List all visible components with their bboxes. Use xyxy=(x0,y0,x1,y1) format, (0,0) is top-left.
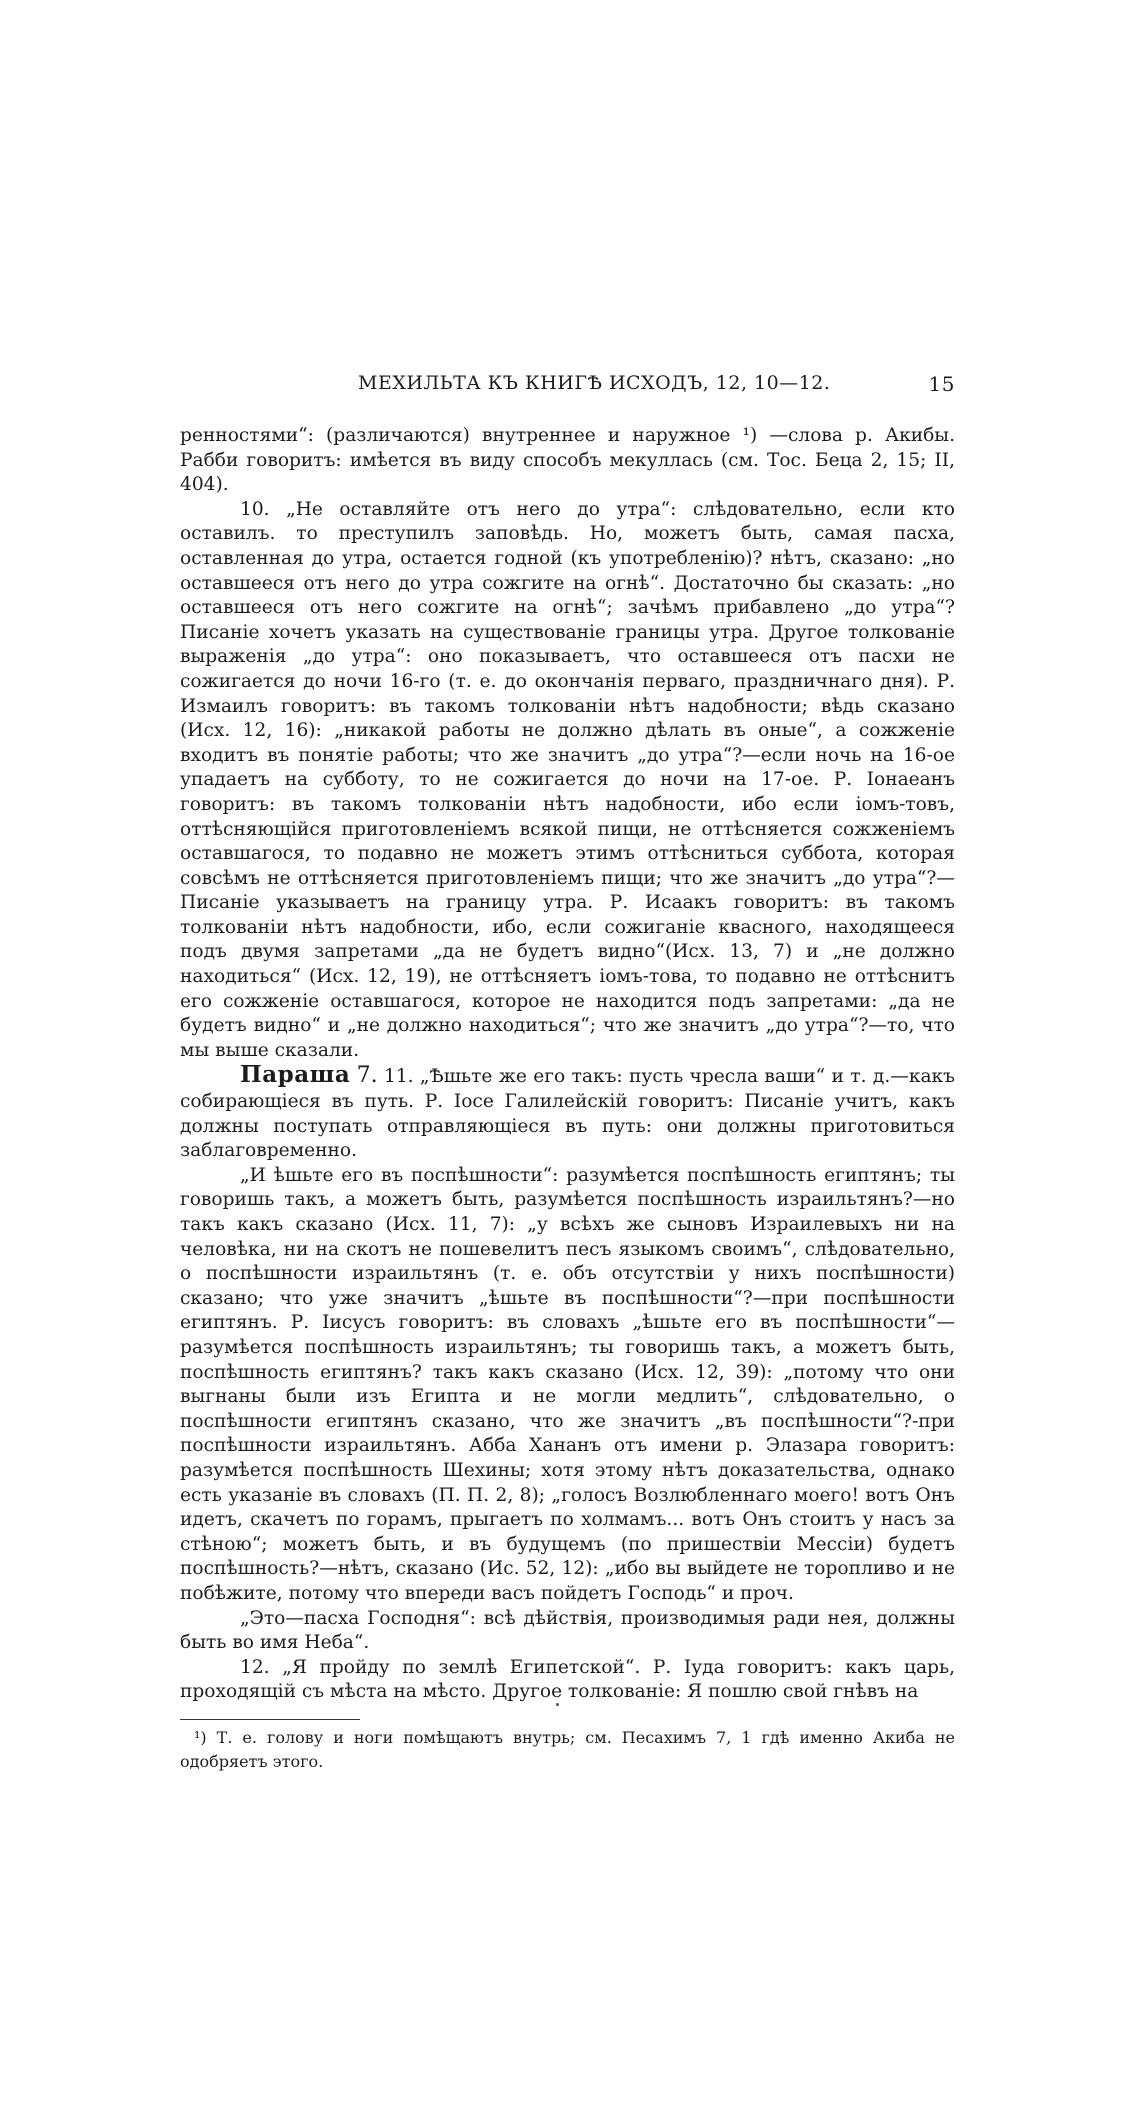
paragraph: „Это—пасха Господня“: всѣ дѣйствія, производимыя ради нея, должны быть во имя Неба“. xyxy=(180,1607,955,1654)
parasha-title: Параша xyxy=(240,1061,351,1089)
paragraph: „И ѣшьте его въ поспѣшности“: разумѣется поспѣшность египтянъ; ты говоришь такъ, а можетъ быть, разумѣется поспѣшность израильтянъ?—но такъ какъ сказано (Исх. 11, 7): „у всѣхъ же сыновъ Израилевыхъ ни на человѣка, ни на скотъ не пошевелитъ песъ языкомъ своимъ“, слѣдовательно, о поспѣшности израильтянъ (т. е. объ отсутствіи у нихъ поспѣшности) сказано; что уже значитъ „ѣшьте въ поспѣшности“?—при поспѣшности египтянъ. Р. Іисусъ говоритъ: въ словахъ „ѣшьте его въ поспѣшности“—разумѣется поспѣшность израильтянъ; ты говоришь такъ, а можетъ быть, поспѣшность египтянъ? такъ какъ сказано (Исх. 12, 39): „потому что они выгнаны были изъ Египта и не могли медлить“, слѣдовательно, о поспѣшности египтянъ сказано, что же значитъ „въ поспѣшности“?-при поспѣшности израильтянъ. Абба Хананъ отъ имени р. Элазара говоритъ: разумѣется поспѣшность Шехины; хотя этому нѣтъ доказательства, однако есть указаніе въ словахъ (П. П. 2, 8); „голосъ Возлюбленнаго моего! вотъ Онъ идетъ, скачетъ по горамъ, прыгаетъ по холмамъ... вотъ Онъ стоитъ у насъ за стѣною“; можетъ быть, и въ будущемъ (по пришествіи Мессіи) будетъ поспѣшность?—нѣтъ, сказано (Ис. 52, 12): „ибо вы выйдете не торопливо и не побѣжите, потому что впереди васъ пойдетъ Господь“ и проч. xyxy=(180,1164,955,1604)
paragraph: 12. „Я пройду по землѣ Египетской“. Р. Іуда говоритъ: какъ царь, проходящій съ мѣста на мѣсто. Другое толкованіе: Я пошлю свой гнѣвъ на xyxy=(180,1656,955,1703)
page xyxy=(180,372,955,1774)
footnote: ¹) Т. е. голову и ноги помѣщаютъ внутрь; см. Песахимъ 7, 1 гдѣ именно Акиба не одобряетъ этого. xyxy=(180,1727,955,1771)
paragraph: ренностями“: (различаются) внутреннее и наружное ¹) —слова р. Акибы. Рабби говоритъ: имѣется въ виду способъ мекуллась (см. Тос. Беца 2, 15; II, 404). xyxy=(180,425,955,496)
page-header xyxy=(180,372,955,402)
parasha-number: 7. xyxy=(356,1063,378,1089)
page-number: 15 xyxy=(928,372,955,396)
main-text xyxy=(180,424,955,1705)
footnote-divider xyxy=(180,1719,360,1720)
running-title: МЕХИЛЬТА КЪ КНИГѢ ИСХОДЪ, 12, 10—12. xyxy=(358,372,831,394)
paragraph: 10. „Не оставляйте отъ него до утра“: слѣдовательно, если кто оставилъ. то преступилъ заповѣдь. Но, можетъ быть, самая пасха, оставленная до утра, остается годной (къ употребленію)? нѣтъ, сказано: „но оставшееся отъ него до утра сожгите на огнѣ“. Достаточно бы сказать: „но оставшееся отъ него сожгите на огнѣ“; зачѣмъ прибавлено „до утра“? Писаніе хочетъ указать на существованіе границы утра. Другое толкованіе выраженія „до утра“: оно показываетъ, что оставшееся отъ пасхи не сожигается до ночи 16-го (т. е. до окончанія перваго, праздничнаго дня). Р. Измаилъ говоритъ: въ такомъ толкованіи нѣтъ надобности; вѣдь сказано (Исх. 12, 16): „никакой работы не должно дѣлать въ оные“, а сожженіе входитъ въ понятіе работы; что же значитъ „до утра“?—если ночь на 16-ое упадаетъ на субботу, то не сожигается до ночи на 17-ое. Р. Іонаеанъ говоритъ: въ такомъ толкованіи нѣтъ надобности, ибо если іомъ-товъ, оттѣсняющійся приготовленіемъ всякой пищи, не оттѣсняется сожженіемъ оставшагося, то подавно не можетъ этимъ оттѣсниться суббота, которая совсѣмъ не оттѣсняется приготовленіемъ пищи; что же значитъ „до утра“?—Писаніе указываетъ на границу утра. Р. Исаакъ говоритъ: въ такомъ толкованіи нѣтъ надобности, ибо, если сожиганіе квасного, находящееся подъ двумя запретами „да не будетъ видно“(Исх. 13, 7) и „не должно находиться“ (Исх. 12, 19), не оттѣсняетъ іомъ-това, то подавно не оттѣснитъ его сожженіе оставшагося, которое не находится подъ запретами: „да не будетъ видно“ и „не должно находиться“; что же значитъ „до утра“?—то, что мы выше сказали. xyxy=(180,498,955,1061)
paragraph-text: 11. „Ѣшьте же его такъ: пусть чресла ваши“ и т. д.—какъ собирающіеся въ путь. Р. Іосе Галилейскій говоритъ: Писаніе учитъ, какъ должны поступать отправляющіеся въ путь: они должны приготовиться заблаговременно. xyxy=(180,1066,955,1162)
print-speck xyxy=(556,1703,559,1706)
parasha-paragraph xyxy=(180,1063,955,1163)
